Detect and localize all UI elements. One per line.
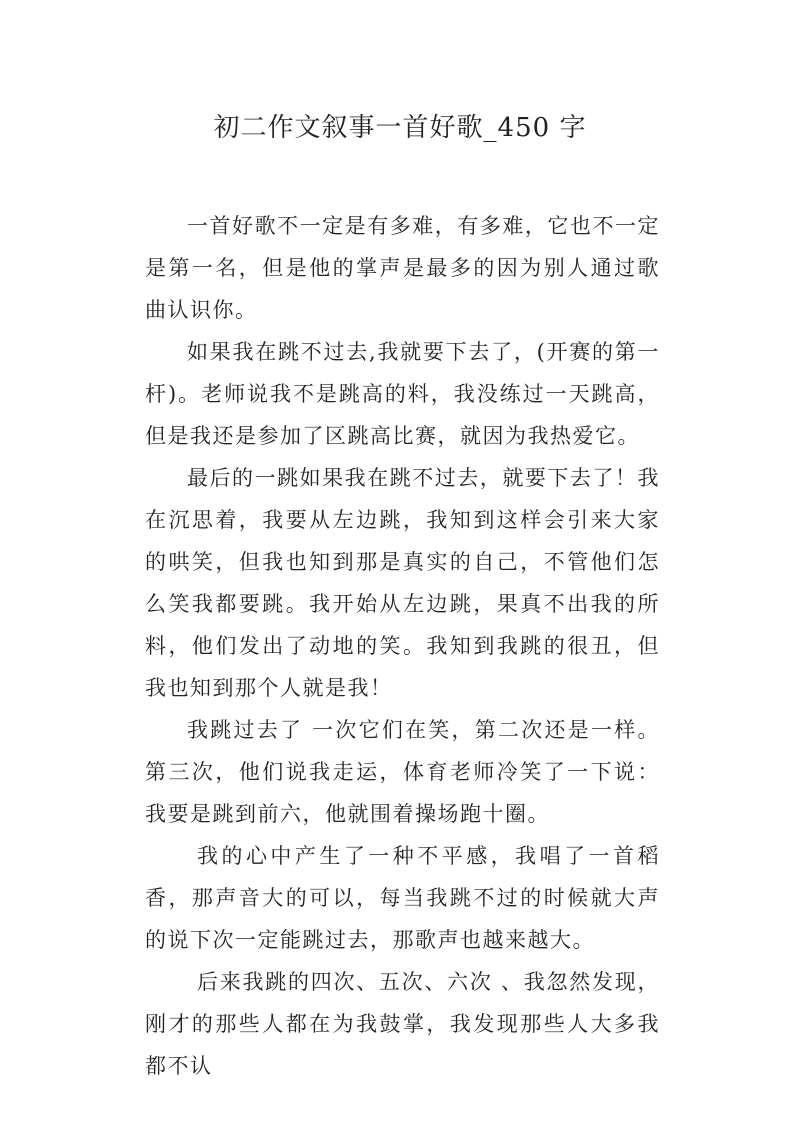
paragraph-1: 一首好歌不一定是有多难，有多难，它也不一定是第一名，但是他的掌声是最多的因为别人通过歌曲认识你。 [145, 214, 660, 322]
paragraph-2: 如果我在跳不过去,我就要下去了，(开赛的第一杆)。老师说我不是跳高的料，我没练过一天跳高，但是我还是参加了区跳高比赛，就因为我热爱它。 [145, 340, 660, 448]
paragraph-6: 后来我跳的四次、五次、六次 、我忽然发现，刚才的那些人都在为我鼓掌，我发现那些人大多我都不认 [145, 970, 660, 1078]
document-title: 初二作文叙事一首好歌_450 字 [213, 113, 587, 143]
paragraph-5: 我的心中产生了一种不平感，我唱了一首稻香，那声音大的可以，每当我跳不过的时候就大声的说下次一定能跳过去，那歌声也越来越大。 [145, 844, 660, 952]
document-body [145, 205, 660, 1087]
paragraph-3: 最后的一跳如果我在跳不过去，就要下去了！我在沉思着，我要从左边跳，我知到这样会引来大家的哄笑，但我也知到那是真实的自己，不管他们怎么笑我都要跳。我开始从左边跳，果真不出我的所料，他们发出了动地的笑。我知到我跳的很丑，但我也知到那个人就是我！ [145, 466, 660, 700]
paragraph-4: 我跳过去了 一次它们在笑，第二次还是一样。第三次，他们说我走运，体育老师冷笑了一下说：我要是跳到前六，他就围着操场跑十圈。 [145, 718, 660, 826]
